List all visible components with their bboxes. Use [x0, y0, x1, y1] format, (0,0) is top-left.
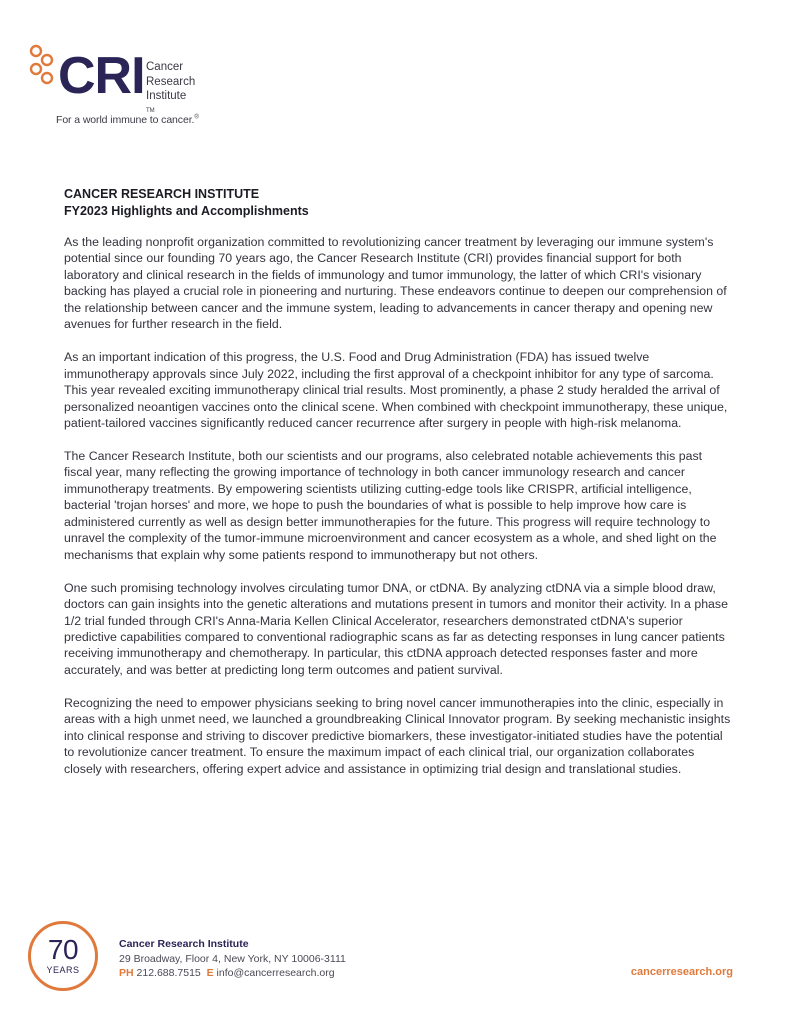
logo-name-line: Research	[146, 75, 196, 88]
paragraph: Recognizing the need to empower physicians seeking to bring novel cancer immunotherapies into the clinic, especially in areas with a high unmet need, we launched a groundbreaking Clinical Innovator program. By seeking mechanistic insights into clinical response and striving to discover predictive biomarkers, these investigator-initiated studies have the potential to revolutionize cancer treatment. To ensure the maximum impact of each clinical trial, our organization collaborates closely with researchers, offering expert advice and assistance in optimizing trial design and translational studies.	[64, 695, 731, 776]
title-line-1: CANCER RESEARCH INSTITUTE	[64, 187, 260, 201]
logo-name-line: Cancer	[146, 61, 184, 73]
paragraph: As the leading nonprofit organization committed to revolutionizing cancer treatment by leveraging our immune system's potential since our founding 70 years ago, the Cancer Research Institute (CRI) provides financial support for both laboratory and clinical research in the fields of immunology and tumor immunology, the latter of which CRI's visionary backing has played a crucial role in pioneering and nurturing. These endeavors continue to deepen our comprehension of the relationship between cancer and the immune system, leading to advancements in cancer therapy and opening new avenues for further research in the field.	[64, 235, 727, 332]
email-label: E	[206, 967, 214, 979]
logo-name-line: Institute ™	[146, 90, 187, 114]
badge-text: YEARS	[46, 965, 80, 975]
paragraph: The Cancer Research Institute, both our scientists and our programs, also celebrated notable achievements this past fiscal year, many reflecting the growing importance of technology in both cancer immunology research and cancer immunotherapy treatments. By empowering scientists utilizing cutting-edge tools like CRISPR, artificial intelligence, bacterial 'trojan horses' and more, we hope to push the boundaries of what is possible to help improve how care is administered currently as well as design better immunotherapies for the future. This progress will require technology to unravel the complexity of the tumor-immune microenvironment and cancer ecosystem as a whole, and shed light on the mechanisms that explain why some patients respond to immunotherapy but not others.	[64, 448, 717, 562]
paragraph: One such promising technology involves circulating tumor DNA, or ctDNA. By analyzing ctDNA via a simple blood draw, doctors can gain insights into the genetic alterations and mutations present in tumors and monitor their activity. In a phase 1/2 trial funded through CRI's Anna-Maria Kellen Clinical Accelerator, researchers demonstrated ctDNA's superior predictive capabilities compared to conventional radiographic scans as far as detecting responses in lung cancer patients receiving immunotherapy and chemotherapy. In particular, this ctDNA approach detected responses faster and more accurately, and was better at predicting long term outcomes and patient survival.	[64, 580, 728, 677]
logo-circles-icon	[28, 44, 58, 92]
footer-org-name: Cancer Research Institute	[119, 938, 249, 950]
website-link[interactable]: cancerresearch.org	[630, 966, 733, 978]
registered-mark: ®	[194, 114, 199, 121]
tagline: For a world immune to cancer.®	[56, 114, 199, 126]
document-title	[64, 186, 309, 219]
title-line-2: FY2023 Highlights and Accomplishments	[64, 203, 309, 218]
phone-label: PH	[119, 967, 134, 979]
document-body	[64, 234, 732, 794]
logo-wordmark: CRI	[58, 47, 145, 105]
footer-contact-line	[119, 966, 346, 981]
footer-address: 29 Broadway, Floor 4, New York, NY 10006-3111	[119, 952, 346, 965]
paragraph: As an important indication of this progress, the U.S. Food and Drug Administration (FDA) has issued twelve immunotherapy approvals since July 2022, including the first approval of a checkpoint inhibitor for any type of sarcoma. This year revealed exciting immunotherapy clinical trial results. Most prominently, a phase 2 study heralded the arrival of personalized neoantigen vaccines onto the clinical scene. When combined with checkpoint immunotherapy, these unique, patient-tailored vaccines significantly reduced cancer recurrence after surgery in people with high-risk melanoma.	[64, 350, 728, 431]
phone-number[interactable]: 212.688.7515	[136, 967, 201, 979]
email-address[interactable]: info@cancerresearch.org	[216, 967, 335, 979]
anniversary-badge	[28, 921, 98, 991]
logo-org-name	[146, 60, 195, 118]
trademark-mark: TM	[146, 107, 155, 114]
footer-contact	[119, 937, 346, 981]
badge-number: 70	[47, 934, 79, 965]
